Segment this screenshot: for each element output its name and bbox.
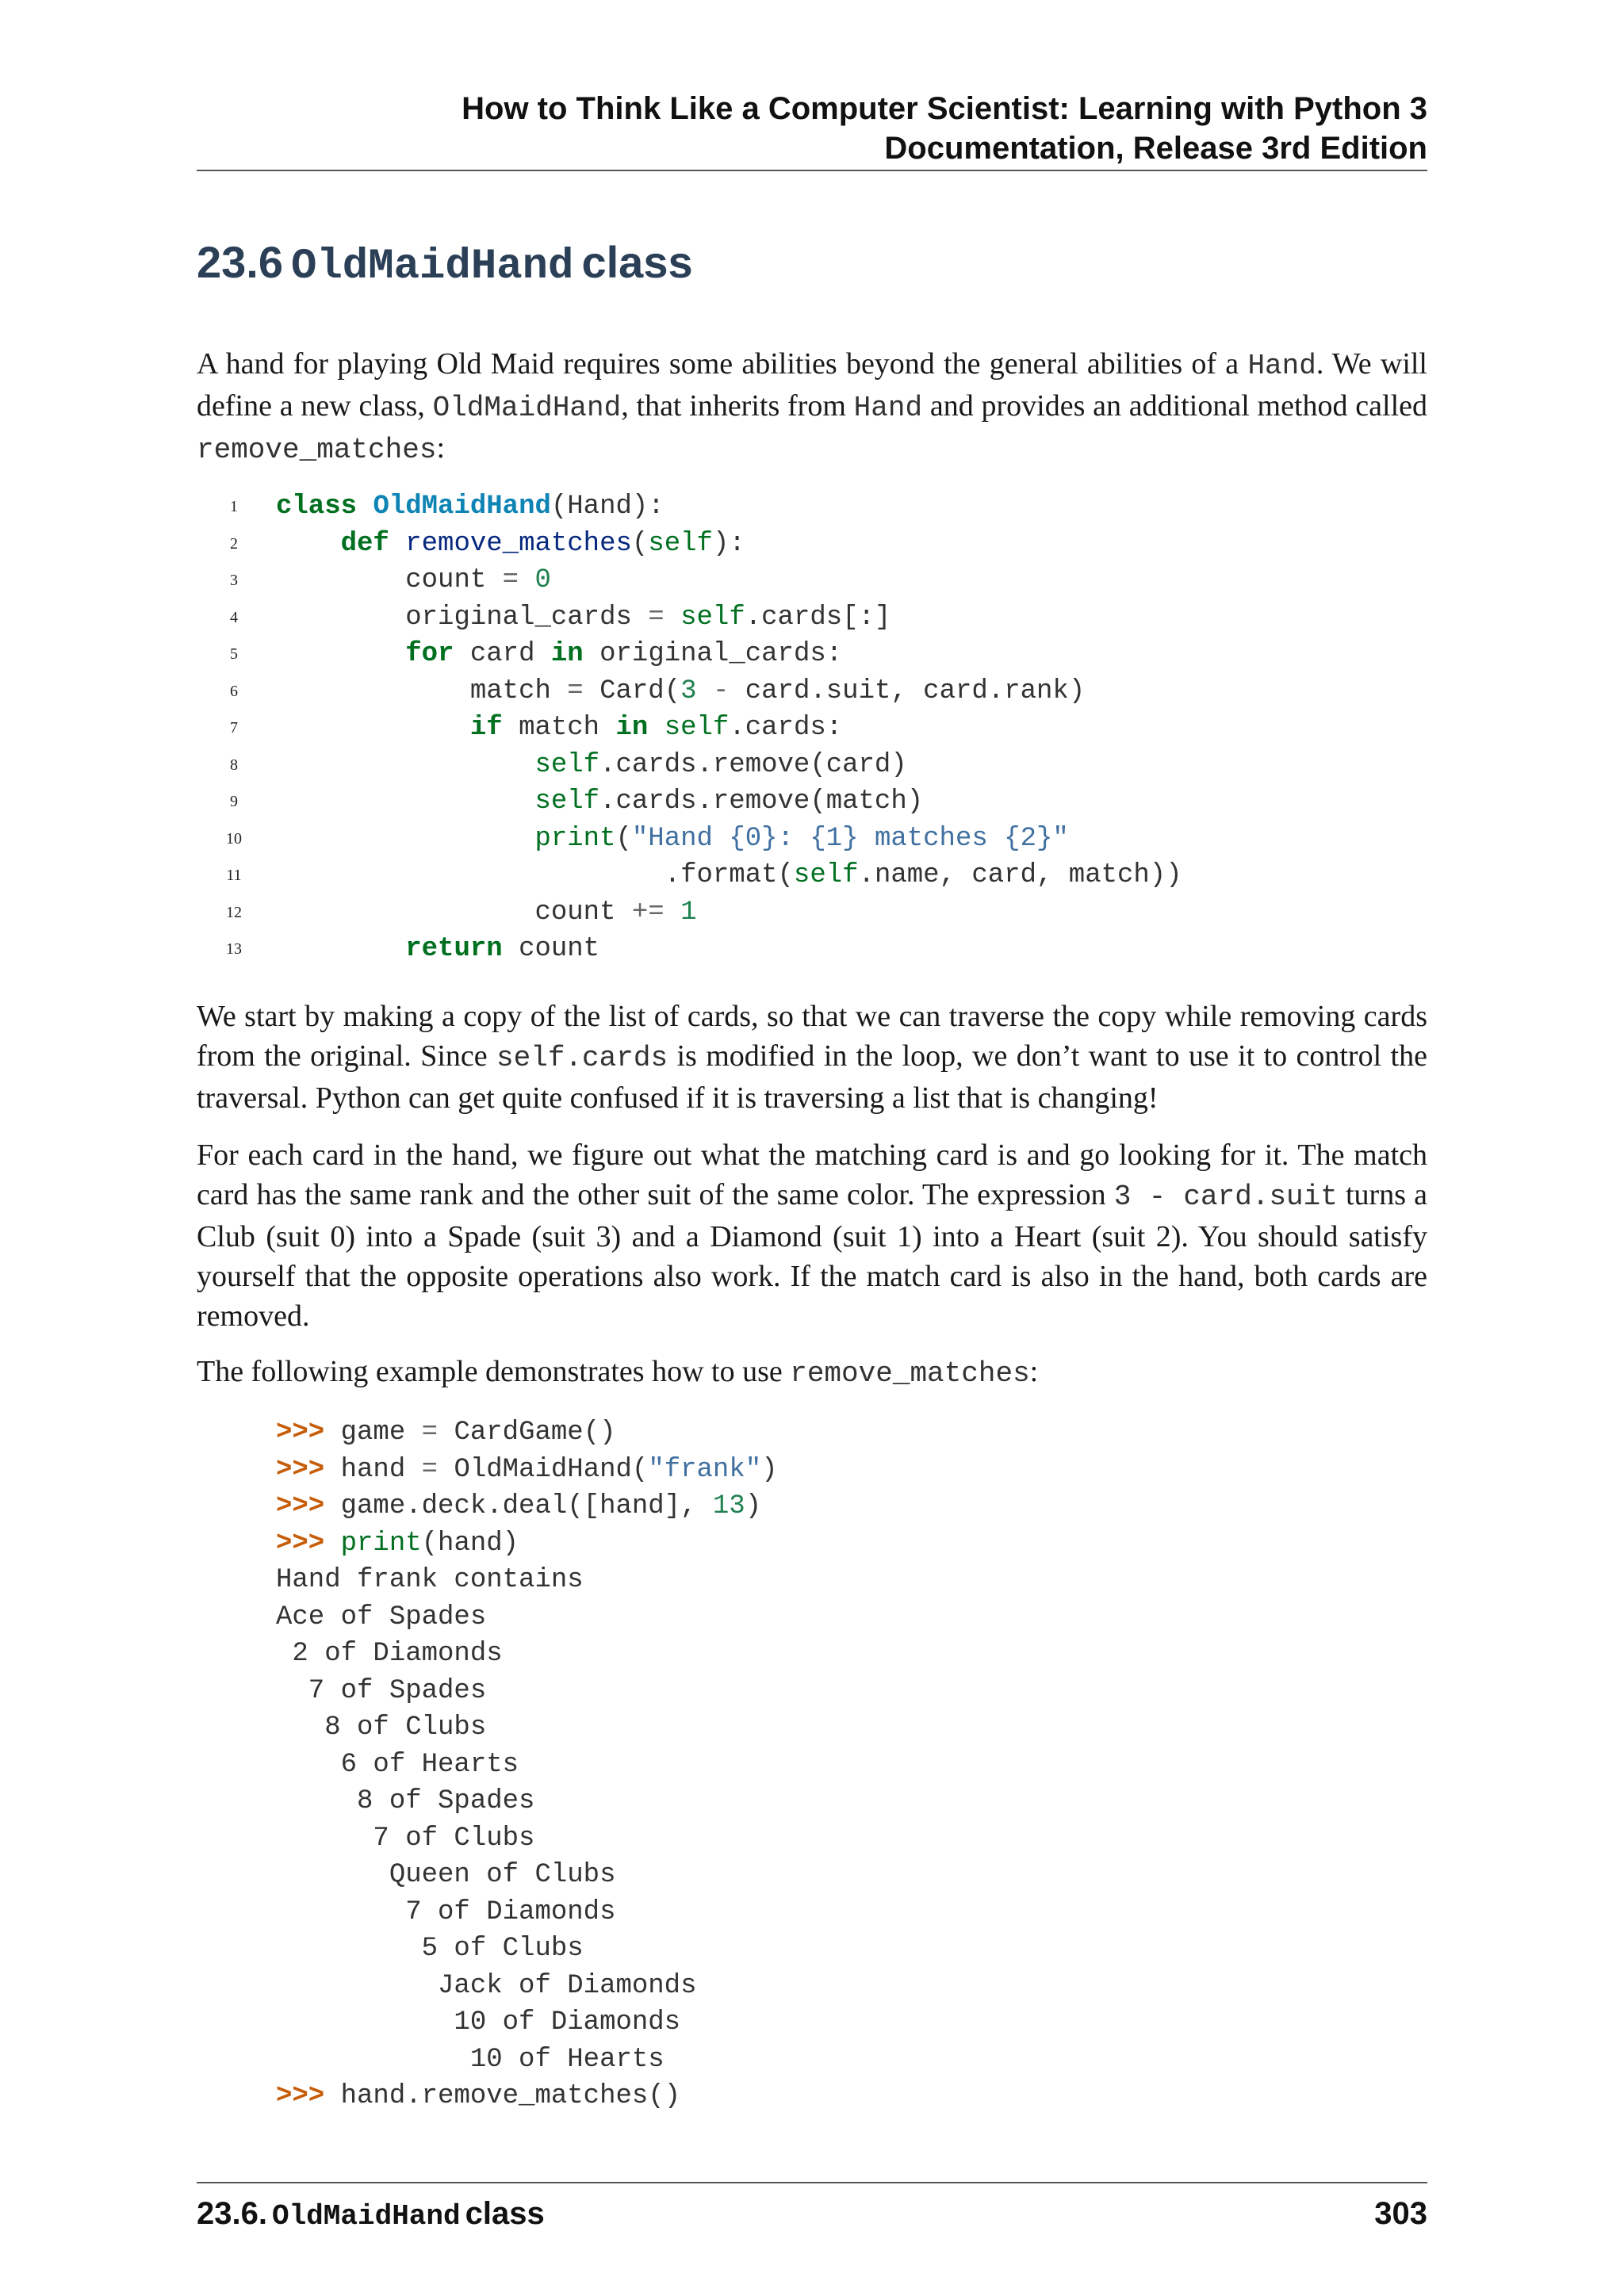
code-token: .cards:: [729, 713, 843, 743]
running-header-line2: Documentation, Release 3rd Edition: [884, 131, 1427, 166]
line-number: 8: [230, 756, 238, 774]
indent: [276, 786, 534, 817]
text-run: is modified in the loop, we don’t want to use it to control the traversal. Python can get quite confused if it is traversing a list that is changing!: [197, 1039, 1427, 1115]
self-token: self: [793, 860, 859, 890]
line-number: 10: [226, 829, 242, 848]
session-output-line: Queen of Clubs: [276, 1860, 616, 1890]
code-token: .format(: [664, 860, 794, 890]
code-token: original_cards:: [599, 639, 843, 669]
code-token: ):: [712, 528, 745, 559]
keyword: class: [276, 492, 358, 522]
indent: [276, 565, 405, 595]
session-output-line: Jack of Diamonds: [276, 1970, 697, 2001]
inline-code: Hand: [853, 392, 923, 424]
session-output-line: 8 of Spades: [276, 1786, 535, 1816]
code-token: game.deck.deal([hand],: [340, 1491, 713, 1521]
code-text: [276, 894, 697, 932]
code-token: count: [405, 565, 487, 595]
line-number: 7: [230, 719, 238, 737]
line-number: 5: [230, 645, 238, 663]
session-input-line: [276, 1452, 778, 1489]
session-output-line: 7 of Spades: [276, 1675, 487, 1706]
keyword: for: [405, 639, 454, 669]
text-run: and provides an additional method called: [922, 389, 1427, 423]
line-number: 13: [226, 940, 242, 958]
line-number: 12: [226, 903, 242, 921]
copy-explanation-paragraph: [197, 997, 1427, 1118]
self-token: self: [680, 602, 745, 633]
code-token: .name, card, match)): [858, 860, 1182, 890]
string: "Hand {0}: {1} matches {2}": [631, 823, 1069, 854]
code-text: [276, 783, 923, 821]
text-run: We start by making a copy of the list of cards, so that we can traverse the copy while removing cards from the original. Since: [197, 1000, 1427, 1073]
indent: [276, 750, 534, 780]
footer-section-label: [197, 2191, 545, 2239]
session-input-line: [276, 1525, 778, 1563]
inline-code: remove_matches: [197, 434, 437, 466]
section-number: 23.6: [197, 237, 283, 287]
footer-section-word: class: [465, 2196, 545, 2231]
intro-paragraph: [197, 344, 1427, 470]
text-run: A hand for playing Old Maid requires some abilities beyond the general abilities of a: [197, 347, 1248, 381]
code-token: hand.remove_matches(): [340, 2081, 681, 2111]
inline-code: Hand: [1247, 350, 1316, 382]
number: 13: [712, 1491, 745, 1521]
session-output-line: Hand frank contains: [276, 1565, 584, 1595]
indent: [276, 639, 405, 669]
text-run: For each card in the hand, we figure out what the matching card is and go looking for it. The match card has the same rank and the other suit of the same color. The expression: [197, 1138, 1427, 1211]
code-token: .cards[:]: [745, 602, 891, 633]
string: "frank": [648, 1454, 762, 1485]
self-token: self: [648, 528, 713, 559]
session-output-line: Ace of Spades: [276, 1601, 487, 1632]
line-number: 2: [230, 534, 238, 553]
class-name: OldMaidHand: [373, 492, 551, 522]
line-number: 4: [230, 608, 238, 626]
session-output-line: 5 of Clubs: [276, 1934, 584, 1964]
self-token: self: [534, 749, 600, 780]
code-token: (Hand):: [550, 492, 665, 522]
text-run: turns a Club (suit 0) into a Spade (suit 3) and a Diamond (suit 1) into a Heart (suit 2). You should satisfy yourself that the opposite operations also work. If the match card is also in the hand, both cards are removed.: [197, 1178, 1427, 1333]
section-title: [197, 235, 693, 295]
operator: -: [712, 675, 730, 706]
inline-code: self.cards: [496, 1042, 668, 1074]
running-header-line1: How to Think Like a Computer Scientist: Learning with Python 3: [462, 91, 1427, 126]
code-text: [276, 821, 1069, 858]
code-text: [276, 526, 745, 563]
code-token: .cards.remove(match): [599, 786, 924, 817]
code-token: count: [534, 897, 616, 928]
number: 0: [534, 565, 551, 595]
matching-explanation-paragraph: [197, 1135, 1427, 1336]
session-output-line: 10 of Diamonds: [276, 2007, 681, 2038]
session-output-line: 6 of Hearts: [276, 1749, 519, 1780]
number: 3: [680, 675, 697, 706]
session-output-line: 2 of Diamonds: [276, 1639, 503, 1669]
footer-class-name: OldMaidHand: [271, 2200, 461, 2233]
page-number: 303: [1374, 2196, 1427, 2231]
line-number: 9: [230, 793, 238, 810]
keyword: return: [405, 934, 503, 964]
code-token: Card(: [599, 675, 681, 706]
session-input-line: [276, 1488, 778, 1525]
indent: [276, 713, 470, 743]
code-text: [276, 599, 891, 637]
builtin: print: [340, 1528, 422, 1559]
indent: [276, 860, 665, 890]
session-input-line: [276, 2078, 778, 2115]
footer-rule: [197, 2182, 1427, 2183]
self-token: self: [534, 786, 600, 817]
indent: [276, 897, 534, 928]
line-number: 6: [230, 682, 238, 700]
prompt: >>>: [276, 1454, 325, 1485]
keyword: in: [550, 639, 584, 669]
code-token: ): [761, 1454, 778, 1485]
section-title-word: class: [581, 237, 693, 287]
code-token: match: [469, 675, 551, 706]
keyword: in: [615, 713, 649, 743]
code-token: CardGame(): [454, 1418, 616, 1448]
session-output-line: 10 of Hearts: [276, 2044, 665, 2075]
indent: [276, 934, 405, 964]
inline-code: 3 - card.suit: [1113, 1181, 1338, 1213]
inline-code: OldMaidHand: [432, 392, 622, 424]
code-token: ): [745, 1491, 762, 1521]
indent: [276, 603, 405, 633]
code-text: [276, 673, 1085, 710]
code-token: original_cards: [405, 602, 632, 633]
section-class-name: OldMaidHand: [291, 243, 574, 291]
code-token: OldMaidHand(: [454, 1454, 649, 1485]
text-run: The following example demonstrates how to use: [197, 1355, 791, 1388]
code-text: [276, 747, 907, 784]
builtin: print: [534, 823, 616, 854]
operator: +=: [631, 897, 665, 928]
code-text: [276, 857, 1182, 894]
function-name: remove_matches: [405, 528, 632, 559]
interactive-session: [276, 1414, 778, 2115]
prompt: >>>: [276, 1491, 325, 1521]
operator: =: [421, 1418, 439, 1448]
code-token: game: [340, 1418, 406, 1448]
self-token: self: [664, 713, 730, 743]
prompt: >>>: [276, 1528, 325, 1559]
code-text: [276, 488, 665, 526]
code-token: hand: [340, 1454, 406, 1485]
code-token: (: [615, 823, 632, 854]
code-text: [276, 636, 842, 673]
session-input-line: [276, 1414, 778, 1452]
indent: [276, 676, 470, 706]
session-output-line: 8 of Clubs: [276, 1712, 487, 1743]
operator: =: [648, 602, 665, 633]
line-number: 11: [226, 867, 242, 884]
inline-code: remove_matches: [790, 1357, 1030, 1390]
example-intro-paragraph: [197, 1352, 1427, 1394]
text-run: :: [436, 431, 446, 465]
keyword: if: [469, 713, 503, 743]
footer-section-number: 23.6.: [197, 2196, 267, 2231]
text-run: :: [1029, 1355, 1039, 1388]
indent: [276, 529, 341, 559]
code-text: [276, 710, 842, 747]
indent: [276, 824, 534, 854]
text-run: . We will define a new class,: [197, 347, 1427, 423]
code-token: .cards.remove(card): [599, 749, 907, 780]
operator: =: [502, 565, 519, 595]
header-rule: [197, 170, 1427, 171]
keyword: def: [340, 528, 389, 559]
code-text: [276, 562, 551, 599]
line-number: 1: [230, 498, 238, 515]
prompt: >>>: [276, 2081, 325, 2111]
line-number: 3: [230, 572, 238, 589]
number: 1: [680, 897, 697, 928]
prompt: >>>: [276, 1418, 325, 1448]
session-output-line: 7 of Clubs: [276, 1823, 535, 1854]
operator: =: [567, 675, 584, 706]
code-text: [276, 931, 599, 968]
session-output-line: 7 of Diamonds: [276, 1896, 616, 1927]
code-token: (: [631, 528, 649, 559]
operator: =: [421, 1454, 439, 1485]
text-run: , that inherits from: [621, 389, 854, 423]
code-token: match: [519, 713, 600, 743]
code-token: (hand): [421, 1528, 519, 1559]
code-token: card.suit, card.rank): [745, 675, 1086, 706]
running-header: [197, 89, 1427, 168]
code-token: card: [469, 639, 535, 669]
code-token: count: [519, 934, 600, 964]
